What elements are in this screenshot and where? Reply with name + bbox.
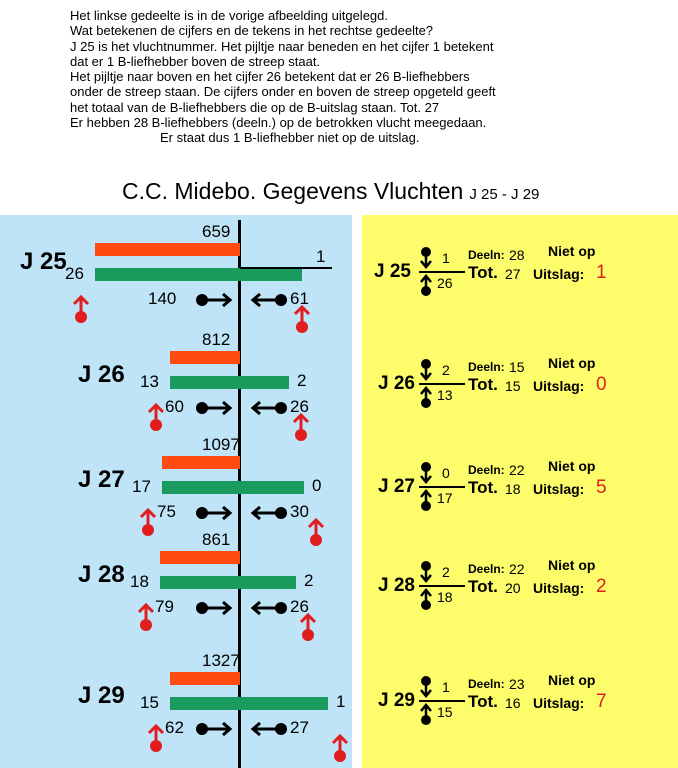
- pin-left-arrow-icon: [248, 400, 288, 416]
- intro-line: Het pijltje naar boven en het cijfer 26 betekent dat er 26 B-liefhebbers: [70, 69, 470, 85]
- niet-op-label: Niet op: [548, 672, 596, 688]
- intro-line: het totaal van de B-liefhebbers die op de B-uitslag staan. Tot. 27: [70, 99, 440, 115]
- flight-label-right: J 25: [374, 261, 411, 282]
- green-bar: [160, 576, 296, 589]
- deeln-label: Deeln:: [468, 677, 505, 691]
- uitslag-label: Uitslag:: [533, 580, 585, 596]
- uitslag-label: Uitslag:: [533, 266, 585, 282]
- tot-value: 15: [505, 378, 521, 394]
- green-right-count: 2: [304, 571, 314, 590]
- niet-op-value: 2: [596, 576, 607, 597]
- fraction-line: [419, 700, 465, 702]
- tot-value: 18: [505, 481, 521, 497]
- green-left-count: 17: [132, 477, 151, 496]
- bottom-left-count: 62: [165, 718, 184, 737]
- intro-line: Het linkse gedeelte is in de vorige afbeelding uitgelegd.: [70, 8, 388, 23]
- red-pin-up-icon: [296, 612, 320, 642]
- black-pin-down-icon: [419, 247, 433, 269]
- orange-bar: [162, 456, 240, 469]
- flight-label: J 29: [78, 682, 125, 709]
- fraction-line: [419, 271, 465, 273]
- pin-left-arrow-icon: [248, 292, 288, 308]
- niet-op-label: Niet op: [548, 557, 596, 573]
- deeln-value: 22: [509, 462, 525, 478]
- deeln-value: 15: [509, 359, 525, 375]
- green-bar: [95, 268, 302, 281]
- intro-line: Er hebben 28 B-liefhebbers (deeln.) op de betrokken vlucht meegedaan.: [70, 115, 487, 131]
- tot-label: Tot.: [468, 692, 498, 711]
- flight-label: J 28: [78, 561, 125, 588]
- deeln-label: Deeln:: [468, 463, 505, 477]
- top-count: 1097: [202, 435, 240, 454]
- below-count: 13: [437, 387, 453, 403]
- green-left-count: 15: [140, 693, 159, 712]
- flight-label-right: J 26: [378, 373, 415, 394]
- flight-label-right: J 27: [378, 476, 415, 497]
- niet-op-label: Niet op: [548, 355, 596, 371]
- orange-bar: [160, 551, 240, 564]
- flight-label: J 27: [78, 466, 125, 493]
- bottom-right-count: 61: [290, 289, 309, 308]
- above-count: 1: [442, 250, 450, 266]
- below-count: 18: [437, 589, 453, 605]
- deeln-value: 23: [509, 676, 525, 692]
- deeln-label: Deeln:: [468, 248, 505, 262]
- green-left-count: 18: [130, 572, 149, 591]
- tot-label: Tot.: [468, 577, 498, 596]
- green-bar: [170, 697, 328, 710]
- pin-right-arrow-icon: [195, 505, 235, 521]
- green-right-count: 2: [297, 371, 307, 390]
- green-left-count: 13: [140, 372, 159, 391]
- top-count: 861: [202, 530, 231, 549]
- red-pin-up-icon: [290, 304, 314, 334]
- below-count: 17: [437, 490, 453, 506]
- red-pin-up-icon: [144, 723, 168, 753]
- tot-value: 20: [505, 580, 521, 596]
- top-count: 1327: [202, 651, 240, 670]
- green-right-count: 1: [316, 247, 326, 266]
- tot-value: 27: [505, 266, 521, 282]
- pin-right-arrow-icon: [195, 600, 235, 616]
- green-right-count: 0: [312, 476, 322, 495]
- niet-op-value: 5: [596, 477, 607, 498]
- pin-right-arrow-icon: [195, 292, 235, 308]
- pin-right-arrow-icon: [195, 400, 235, 416]
- bottom-left-count: 60: [165, 397, 184, 416]
- bottom-left-count: 75: [157, 502, 176, 521]
- niet-op-label: Niet op: [548, 243, 596, 259]
- uitslag-label: Uitslag:: [533, 378, 585, 394]
- title-main: C.C. Midebo. Gegevens Vluchten: [122, 178, 464, 204]
- bottom-left-count: 79: [155, 597, 174, 616]
- fraction-line: [419, 585, 465, 587]
- niet-op-value: 1: [596, 262, 607, 283]
- red-pin-up-icon: [136, 507, 160, 537]
- uitslag-label: Uitslag:: [533, 695, 585, 711]
- green-bar: [170, 376, 289, 389]
- bottom-right-count: 30: [290, 502, 309, 521]
- intro-text: [70, 8, 670, 146]
- below-count: 15: [437, 704, 453, 720]
- flight-label-right: J 29: [378, 690, 415, 711]
- center-axis: [238, 220, 241, 768]
- black-pin-up-icon: [419, 588, 433, 610]
- black-pin-up-icon: [419, 386, 433, 408]
- fraction-line: [419, 486, 465, 488]
- deeln-value: 28: [509, 247, 525, 263]
- black-pin-down-icon: [419, 359, 433, 381]
- black-pin-up-icon: [419, 703, 433, 725]
- green-left-count: 26: [65, 264, 84, 283]
- above-count: 2: [442, 564, 450, 580]
- red-pin-up-icon: [328, 733, 352, 763]
- above-count: 2: [442, 362, 450, 378]
- black-pin-down-icon: [419, 676, 433, 698]
- above-count: 0: [442, 465, 450, 481]
- black-pin-down-icon: [419, 462, 433, 484]
- orange-bar: [95, 243, 240, 256]
- bottom-right-count: 26: [290, 397, 309, 416]
- orange-bar: [170, 672, 240, 685]
- niet-op-label: Niet op: [548, 458, 596, 474]
- black-pin-up-icon: [419, 274, 433, 296]
- fraction-line: [419, 383, 465, 385]
- pin-right-arrow-icon: [195, 721, 235, 737]
- pin-left-arrow-icon: [248, 505, 288, 521]
- red-pin-up-icon: [144, 402, 168, 432]
- black-pin-up-icon: [419, 489, 433, 511]
- extension-line: [240, 267, 332, 269]
- green-right-count: 1: [336, 692, 346, 711]
- title-range: J 25 - J 29: [469, 186, 540, 203]
- orange-bar: [170, 351, 240, 364]
- intro-line: Er staat dus 1 B-liefhebber niet op de uitslag.: [160, 130, 420, 146]
- intro-line: J 25 is het vluchtnummer. Het pijltje naar beneden en het cijfer 1 betekent: [70, 38, 494, 54]
- page-title: [122, 178, 539, 205]
- green-bar: [162, 481, 304, 494]
- uitslag-label: Uitslag:: [533, 481, 585, 497]
- flight-label-right: J 28: [378, 575, 415, 596]
- intro-line: dat er 1 B-liefhebber boven de streep staat.: [70, 53, 321, 69]
- deeln-label: Deeln:: [468, 360, 505, 374]
- flight-label: J 25: [20, 248, 67, 275]
- bottom-right-count: 26: [290, 597, 309, 616]
- below-count: 26: [437, 275, 453, 291]
- red-pin-up-icon: [289, 412, 313, 442]
- black-pin-down-icon: [419, 561, 433, 583]
- niet-op-value: 7: [596, 691, 607, 712]
- red-pin-up-icon: [69, 294, 93, 324]
- top-count: 812: [202, 330, 231, 349]
- deeln-label: Deeln:: [468, 562, 505, 576]
- tot-label: Tot.: [468, 375, 498, 394]
- pin-left-arrow-icon: [248, 600, 288, 616]
- tot-label: Tot.: [468, 478, 498, 497]
- tot-value: 16: [505, 695, 521, 711]
- red-pin-up-icon: [304, 517, 328, 547]
- intro-line: onder de streep staan. De cijfers onder en boven de streep opgeteld geeft: [70, 84, 496, 100]
- pin-left-arrow-icon: [248, 721, 288, 737]
- deeln-value: 22: [509, 561, 525, 577]
- bottom-left-count: 140: [148, 289, 177, 308]
- intro-line: Wat betekenen de cijfers en de tekens in het rechtse gedeelte?: [70, 23, 434, 39]
- niet-op-value: 0: [596, 374, 607, 395]
- bottom-right-count: 27: [290, 718, 309, 737]
- flight-label: J 26: [78, 361, 125, 388]
- tot-label: Tot.: [468, 263, 498, 282]
- top-count: 659: [202, 222, 231, 241]
- red-pin-up-icon: [134, 602, 158, 632]
- above-count: 1: [442, 679, 450, 695]
